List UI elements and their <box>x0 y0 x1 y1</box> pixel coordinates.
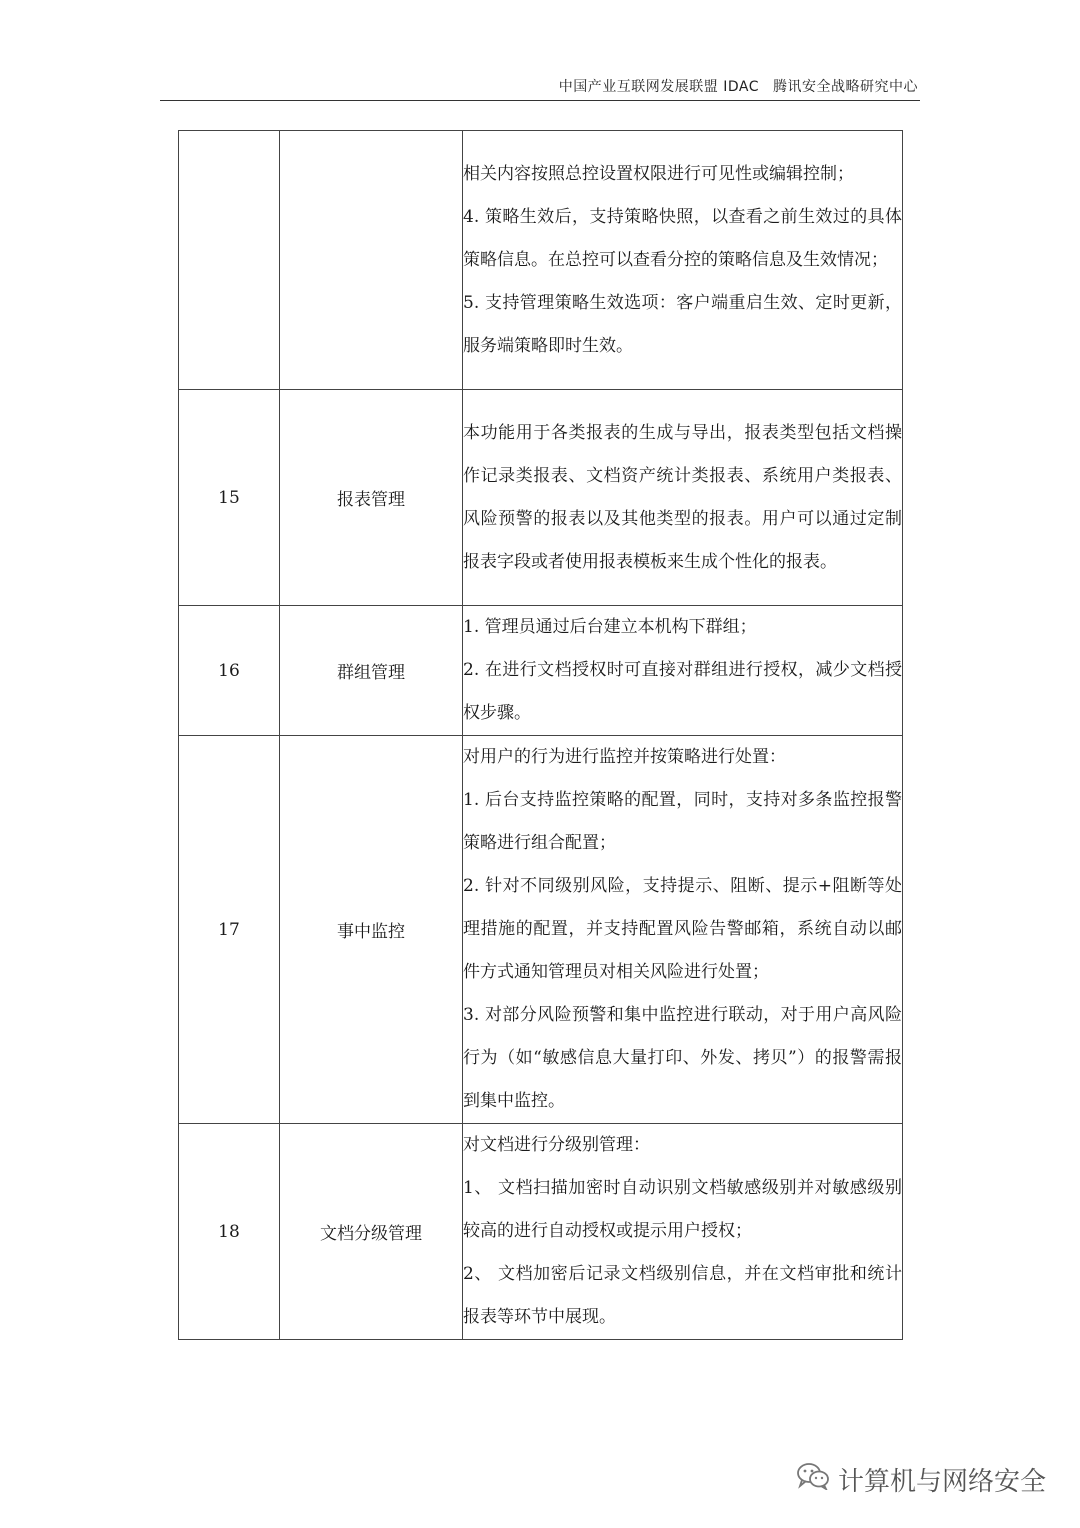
watermark-text: 计算机与网络安全 <box>837 1467 1046 1497</box>
wechat-icon <box>796 1462 838 1497</box>
description-line: 本功能用于各类报表的生成与导出，报表类型包括文档操作记录类报表、文档资产统计类报表、系统用户类报表、风险预警的报表以及其他类型的报表。用户可以通过定制报表字段或者使用报表模板来生成个性化的报表。 <box>463 422 902 572</box>
table-row <box>179 1124 903 1340</box>
description-line: 5. 支持管理策略生效选项：客户端重启生效、定时更新，服务端策略即时生效。 <box>463 292 902 356</box>
header-org-right: 腾讯安全战略研究中心 <box>773 79 918 95</box>
table-row <box>179 131 903 390</box>
description-line: 2. 针对不同级别风险，支持提示、阻断、提示+阻断等处理措施的配置，并支持配置风险告警邮箱，系统自动以邮件方式通知管理员对相关风险进行处置； <box>463 876 902 982</box>
row-number: 18 <box>179 1124 280 1340</box>
row-number: 17 <box>179 736 280 1124</box>
description-line: 对文档进行分级别管理： <box>463 1135 650 1155</box>
table-row <box>179 736 903 1124</box>
feature-table <box>178 130 903 1340</box>
row-number: 15 <box>179 390 280 606</box>
description-line: 2、 文档加密后记录文档级别信息，并在文档审批和统计报表等环节中展现。 <box>463 1264 902 1327</box>
table-row <box>179 606 903 736</box>
description-line: 1、 文档扫描加密时自动识别文档敏感级别并对敏感级别较高的进行自动授权或提示用户授权； <box>463 1178 902 1241</box>
description-line: 1. 后台支持监控策略的配置，同时，支持对多条监控报警策略进行组合配置； <box>463 790 902 853</box>
row-feature-name: 事中监控 <box>280 736 463 1124</box>
watermark <box>796 1461 1046 1498</box>
description-line: 3. 对部分风险预警和集中监控进行联动，对于用户高风险行为（如“敏感信息大量打印、外发、拷贝”）的报警需报到集中监控。 <box>463 1005 902 1111</box>
header-org-left: 中国产业互联网发展联盟 IDAC <box>558 79 759 95</box>
row-number: 16 <box>179 606 280 736</box>
description-line: 2. 在进行文档授权时可直接对群组进行授权，减少文档授权步骤。 <box>463 660 902 723</box>
row-feature-name: 文档分级管理 <box>280 1124 463 1340</box>
page-header <box>160 76 918 96</box>
description-line: 4. 策略生效后，支持策略快照，以查看之前生效过的具体策略信息。在总控可以查看分控的策略信息及生效情况； <box>463 206 902 270</box>
row-feature-name: 群组管理 <box>280 606 463 736</box>
description-line: 相关内容按照总控设置权限进行可见性或编辑控制； <box>463 163 854 184</box>
header-rule <box>160 100 920 101</box>
table-row <box>179 390 903 606</box>
description-line: 1. 管理员通过后台建立本机构下群组； <box>463 617 757 637</box>
row-description <box>463 131 903 390</box>
row-number <box>179 131 280 390</box>
row-feature-name: 报表管理 <box>280 390 463 606</box>
row-description <box>463 390 903 606</box>
row-feature-name <box>280 131 463 390</box>
row-description <box>463 606 903 736</box>
row-description <box>463 1124 903 1340</box>
description-line: 对用户的行为进行监控并按策略进行处置： <box>463 747 786 767</box>
row-description <box>463 736 903 1124</box>
